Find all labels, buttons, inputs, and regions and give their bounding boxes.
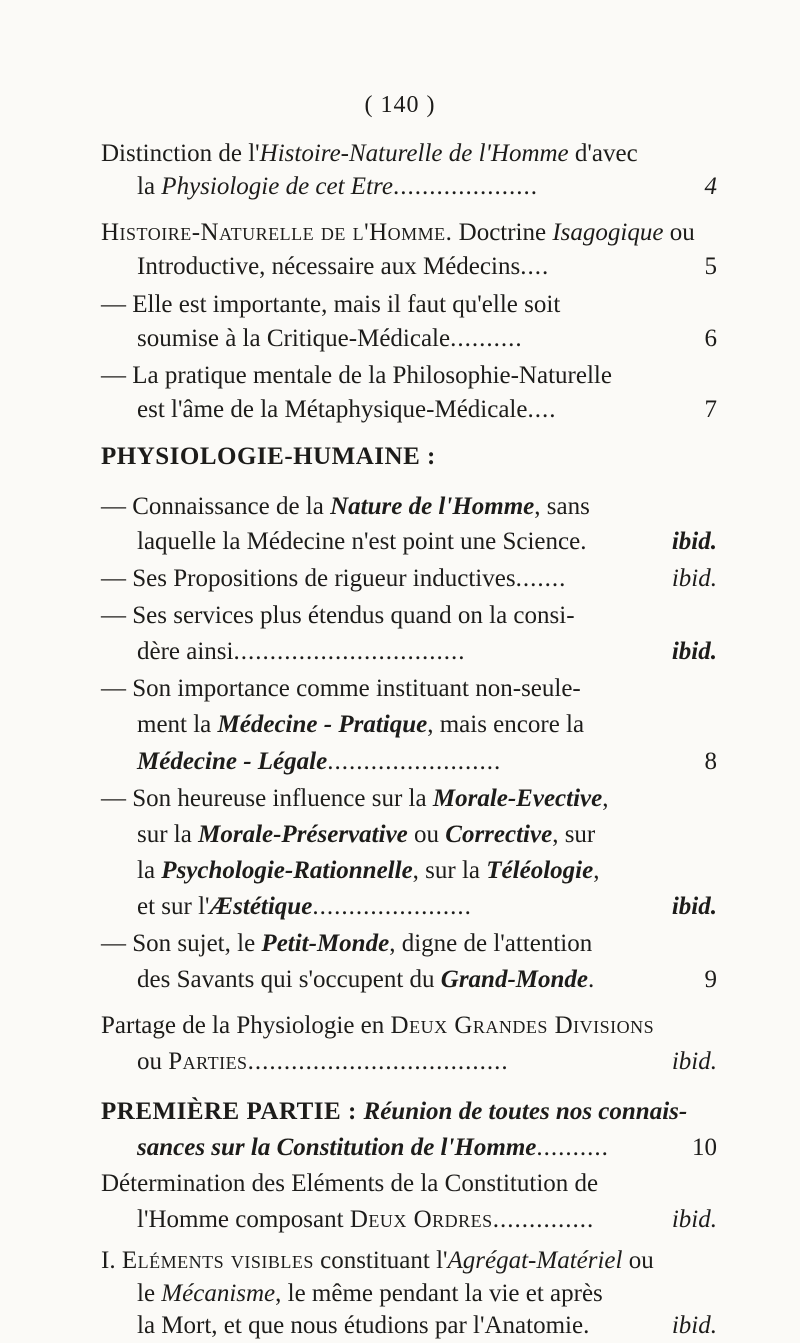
toc-line: et sur l'Æstétique...................... ibid. (0, 890, 800, 924)
page-ref: 7 (704, 396, 717, 423)
toc-line: Détermination des Eléments de la Constitution de (101, 1170, 599, 1197)
toc-line: I. Eléments visibles constituant l'Agrégat-Matériel ou (101, 1247, 654, 1274)
page-ref: 4 (704, 173, 717, 200)
page-ref: 10 (692, 1134, 717, 1161)
toc-line: ment la Médecine - Pratique, mais encore la (137, 711, 585, 738)
toc-line: — Son sujet, le Petit-Monde, digne de l'attention (101, 930, 593, 957)
toc-line: — La pratique mentale de la Philosophie-Naturelle (101, 362, 612, 389)
section-heading: PREMIÈRE PARTIE : Réunion de toutes nos connais- (101, 1098, 688, 1125)
page-ref: ibid. (671, 1206, 717, 1233)
toc-line: soumise à la Critique-Médicale.......... 6 (0, 322, 800, 356)
toc-line: l'Homme composant Deux Ordres.............. ibid. (0, 1203, 800, 1237)
toc-line: laquelle la Médecine n'est point une Science. ibid. (0, 525, 800, 559)
toc-line: sur la Morale-Préservative ou Corrective, sur (137, 821, 596, 848)
toc-line: est l'âme de la Métaphysique-Médicale.... 7 (0, 393, 800, 427)
page-ref: 8 (704, 748, 717, 775)
toc-line: Introductive, nécessaire aux Médecins.... 5 (0, 250, 800, 284)
toc-line: sances sur la Constitution de l'Homme.......... 10 (0, 1131, 800, 1165)
toc-line: le Mécanisme, le même pendant la vie et après (137, 1280, 603, 1307)
page-ref: ibid. (671, 528, 717, 555)
page-ref: ibid. (671, 638, 717, 665)
toc-line: — Son heureuse influence sur la Morale-Evective, (101, 785, 609, 812)
toc-line: — Ses services plus étendus quand on la consi- (101, 602, 575, 629)
page-ref: ibid. (671, 893, 717, 920)
toc-line: — Elle est importante, mais il faut qu'elle soit (101, 291, 561, 318)
page-ref: ibid. (671, 1048, 717, 1075)
toc-line: dère ainsi................................ ibid. (0, 635, 800, 669)
toc-line: — Connaissance de la Nature de l'Homme, sans (101, 493, 590, 520)
toc-line: — Son importance comme instituant non-seule- (101, 675, 581, 702)
toc-line: Distinction de l'Histoire-Naturelle de l'Homme d'avec (101, 140, 638, 167)
toc-line: ou Parties.................................... ibid. (0, 1045, 800, 1079)
toc-line: la Mort, et que nous étudions par l'Anatomie. ibid. (0, 1309, 800, 1343)
toc-line: Histoire-Naturelle de l'Homme. Doctrine Isagogique ou (101, 219, 695, 246)
toc-line: la Physiologie de cet Etre.................... 4 (0, 170, 800, 204)
toc-line: — Ses Propositions de rigueur inductives....... ibid. (0, 562, 800, 596)
toc-line: la Psychologie-Rationnelle, sur la Téléologie, (137, 857, 600, 884)
toc-line: des Savants qui s'occupent du Grand-Monde. 9 (0, 963, 800, 997)
page-ref: 6 (704, 325, 717, 352)
page-ref: ibid. (671, 565, 717, 592)
page-ref: 5 (704, 253, 717, 280)
page-number: ( 140 ) (364, 92, 436, 118)
toc-line: Partage de la Physiologie en Deux Grandes Divisions (101, 1012, 655, 1039)
toc-line: Médecine - Légale........................ 8 (0, 745, 800, 779)
section-heading: PHYSIOLOGIE-HUMAINE : (101, 443, 436, 470)
page-ref: 9 (704, 966, 717, 993)
page-ref: ibid. (671, 1312, 717, 1339)
